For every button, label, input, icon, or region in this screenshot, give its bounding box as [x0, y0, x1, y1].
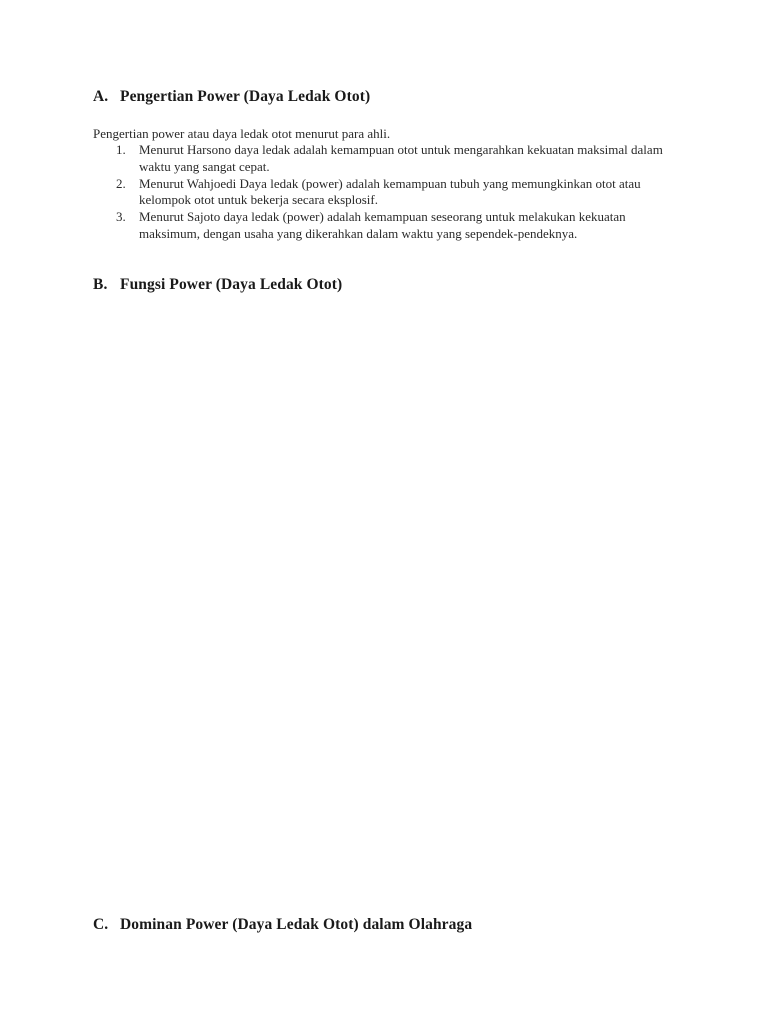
- section-b-letter: B.: [93, 276, 108, 293]
- list-item-number: 3.: [116, 209, 126, 225]
- section-c-letter: C.: [93, 916, 109, 933]
- section-a-heading: [93, 88, 370, 106]
- list-item: [93, 176, 673, 210]
- list-item-text: Menurut Harsono daya ledak adalah kemampuan otot untuk mengarahkan kekuatan maksimal dalam waktu yang sangat cepat.: [139, 142, 663, 174]
- section-a-title: Pengertian Power (Daya Ledak Otot): [120, 88, 371, 105]
- list-item-text: Menurut Wahjoedi Daya ledak (power) adalah kemampuan tubuh yang memungkinkan otot atau kelompok otot untuk bekerja secara eksplosif.: [139, 175, 641, 208]
- list-item: [93, 142, 673, 176]
- section-b-heading: [93, 276, 342, 294]
- section-a-intro: Pengertian power atau daya ledak otot menurut para ahli.: [93, 126, 391, 141]
- list-item-number: 1.: [116, 142, 126, 157]
- list-item-text: Menurut Sajoto daya ledak (power) adalah kemampuan seseorang untuk melakukan kekuatan maksimum, dengan usaha yang dikerahkan dalam waktu yang sependek-pendeknya.: [139, 209, 626, 241]
- section-b-title: Fungsi Power (Daya Ledak Otot): [120, 276, 343, 293]
- section-a-letter: A.: [93, 88, 109, 105]
- definition-list: [93, 142, 673, 243]
- section-c-heading: [93, 916, 472, 934]
- list-item: [93, 209, 673, 243]
- section-c-title: Dominan Power (Daya Ledak Otot) dalam Olahraga: [120, 916, 473, 933]
- list-item-number: 2.: [116, 175, 126, 191]
